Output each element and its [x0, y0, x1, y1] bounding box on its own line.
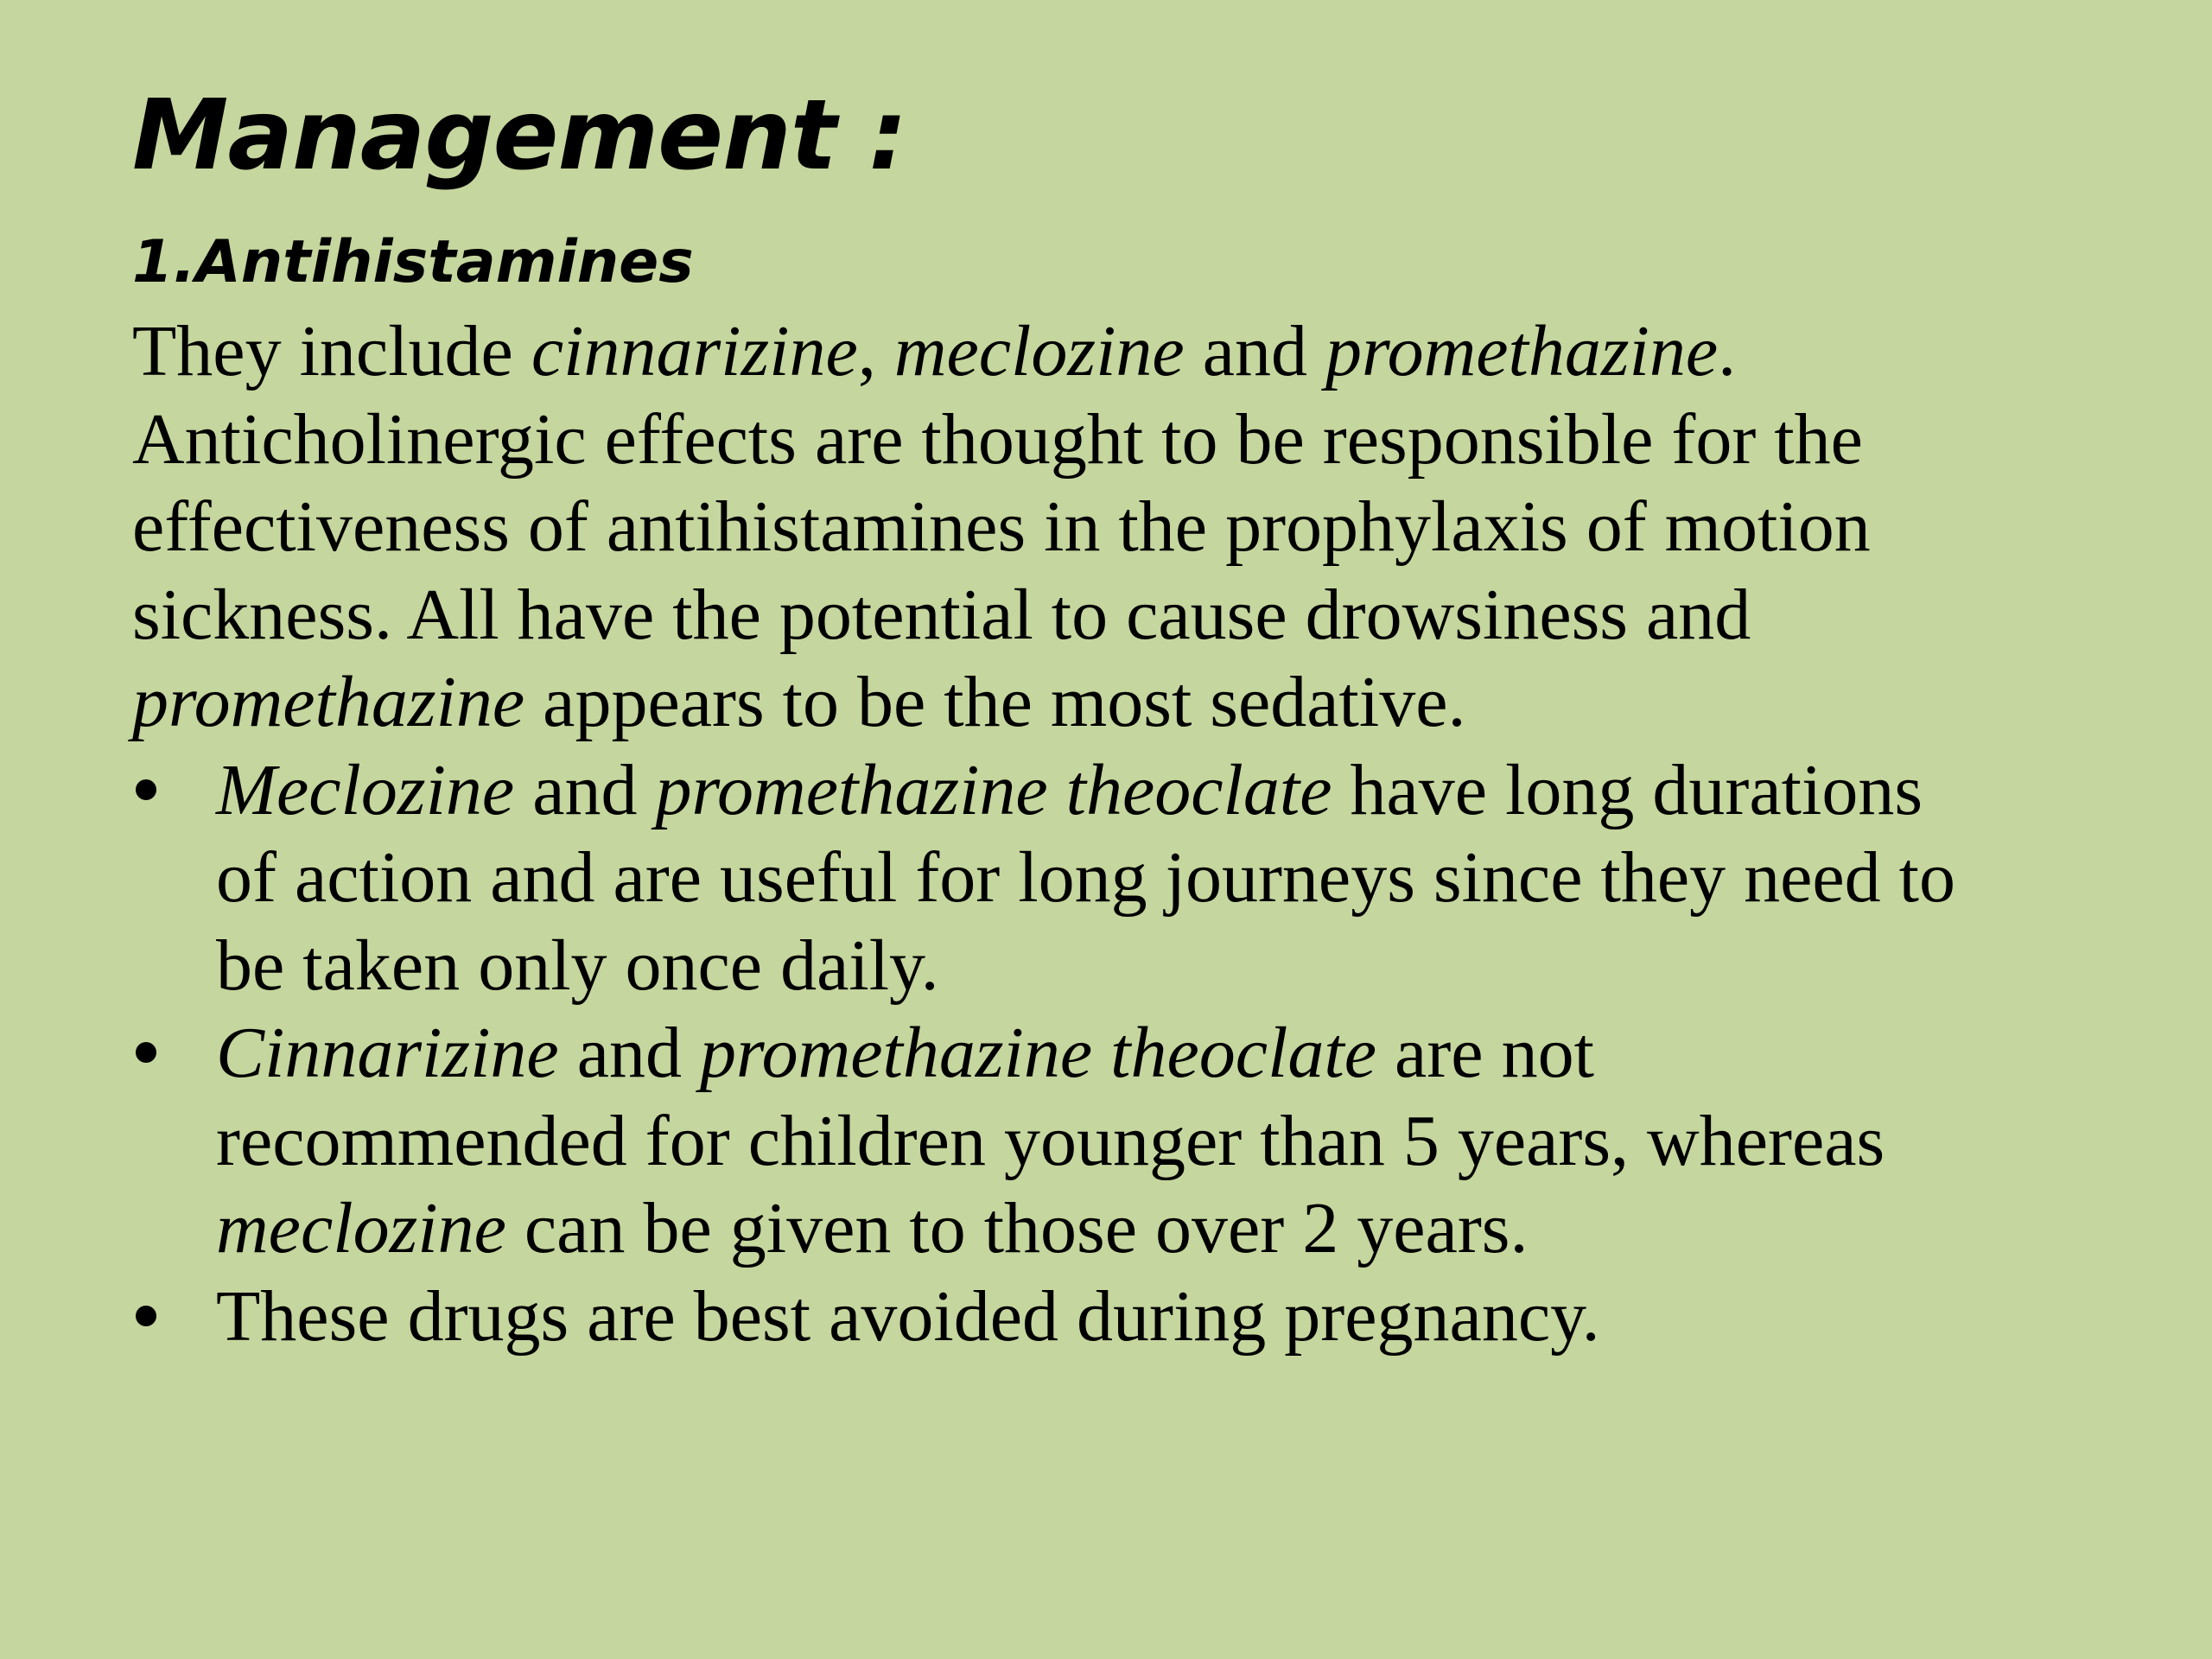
bullet-line: These drugs are best avoided during pregnancy.: [216, 1275, 1600, 1357]
intro-line-4: sickness. All have the potential to cause drowsiness and: [132, 574, 1751, 655]
intro-paragraph: [132, 308, 2145, 747]
drug-name: promethazine theoclate: [655, 749, 1332, 830]
drug-name: cinnarizine: [531, 311, 858, 391]
bullet-icon: [136, 1306, 156, 1326]
drug-name: promethazine: [1325, 311, 1719, 391]
intro-text: .: [1718, 311, 1737, 391]
bullet-line: [216, 747, 2145, 835]
bullet-text: have long durations: [1332, 749, 1923, 830]
bullet-item: [132, 1273, 2145, 1361]
bullet-text: and: [514, 749, 656, 830]
intro-line-3: effectiveness of antihistamines in the prophylaxis of motion: [132, 486, 1871, 567]
slide-title: Management :: [132, 79, 907, 192]
bullet-text: are not: [1376, 1013, 1594, 1093]
intro-text: ,: [857, 311, 894, 391]
bullet-line: [216, 1185, 2145, 1273]
bullet-item: [132, 747, 2145, 1010]
intro-line-2: Anticholinergic effects are thought to be responsible for the: [132, 398, 1863, 480]
bullet-icon: [136, 1042, 156, 1063]
drug-name: Meclozine: [216, 749, 515, 830]
bullet-line: of action and are useful for long journeys since they need to: [216, 837, 1956, 918]
slide-body: [132, 308, 2145, 1360]
drug-name: Cinnarizine: [216, 1013, 559, 1093]
intro-line-1: [132, 308, 2145, 396]
drug-name: promethazine theoclate: [700, 1013, 1377, 1093]
bullet-text: can be given to those over 2 years.: [505, 1188, 1529, 1268]
bullet-list: [132, 747, 2145, 1361]
section-subheading: 1.Antihistamines: [132, 228, 694, 296]
bullet-icon: [136, 779, 156, 800]
intro-text: appears to be the most sedative.: [524, 662, 1466, 742]
bullet-line: recommended for children younger than 5 years, whereas: [216, 1100, 1885, 1181]
drug-name: meclozine: [216, 1188, 506, 1268]
intro-text: and: [1184, 311, 1325, 391]
bullet-text: and: [558, 1013, 700, 1093]
intro-text: They include: [132, 311, 531, 391]
bullet-line: [216, 1009, 2145, 1097]
drug-name: promethazine: [132, 662, 525, 742]
bullet-line: be taken only once daily.: [216, 925, 939, 1006]
bullet-item: [132, 1009, 2145, 1273]
intro-line-5: [132, 658, 2145, 747]
drug-name: meclozine: [893, 311, 1185, 391]
